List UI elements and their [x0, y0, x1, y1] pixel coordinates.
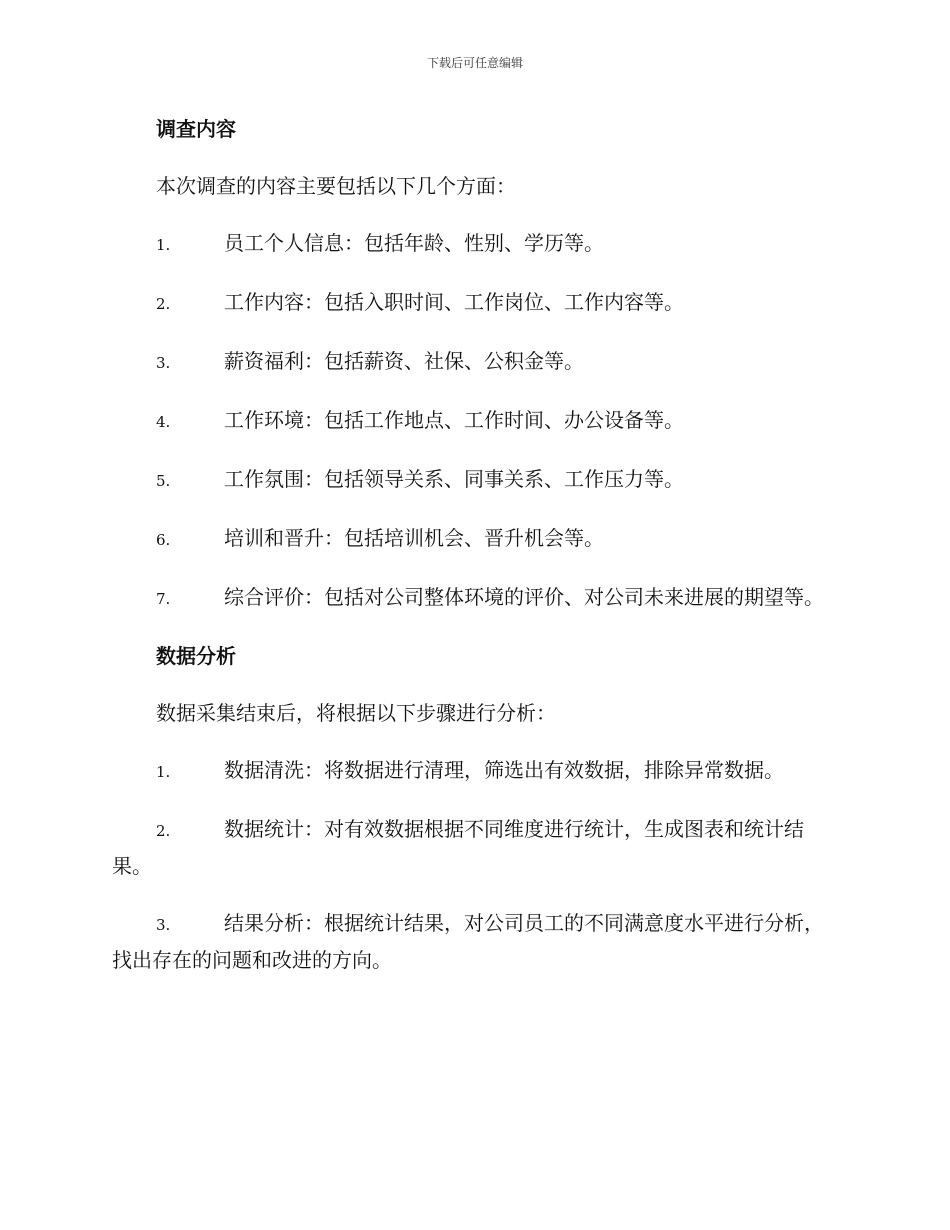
list-number: 2. [156, 295, 171, 313]
list-number: 3. [156, 354, 171, 372]
section-heading-survey: 调查内容 [156, 117, 236, 141]
survey-item-2 [112, 285, 834, 322]
list-number: 5. [156, 472, 171, 490]
list-number: 7. [156, 590, 171, 608]
analysis-intro: 数据采集结束后，将根据以下步骤进行分析： [156, 701, 556, 725]
list-item-text: 综合评价：包括对公司整体环境的评价、对公司未来进展的期望等。 [224, 585, 824, 609]
list-number: 1. [156, 236, 171, 254]
list-number: 4. [156, 413, 171, 431]
survey-item-7 [112, 580, 834, 617]
list-number: 1. [156, 763, 171, 781]
list-item-text: 工作氛围：包括领导关系、同事关系、工作压力等。 [224, 467, 684, 491]
list-item-text: 工作环境：包括工作地点、工作时间、办公设备等。 [224, 408, 684, 432]
list-item-text: 薪资福利：包括薪资、社保、公积金等。 [224, 349, 584, 373]
analysis-item-2 [112, 812, 834, 884]
list-item-text: 结果分析：根据统计结果，对公司员工的不同满意度水平进行分析，找出存在的问题和改进的方向。 [112, 911, 824, 972]
list-number: 2. [156, 822, 171, 840]
list-number: 6. [156, 531, 171, 549]
list-item-text: 培训和晋升：包括培训机会、晋升机会等。 [224, 526, 604, 550]
list-item-text: 工作内容：包括入职时间、工作岗位、工作内容等。 [224, 290, 684, 314]
survey-item-1 [112, 226, 834, 263]
survey-intro: 本次调查的内容主要包括以下几个方面： [156, 174, 516, 198]
section-heading-analysis: 数据分析 [156, 644, 236, 668]
analysis-item-1 [112, 753, 834, 790]
survey-item-3 [112, 344, 834, 381]
survey-item-5 [112, 462, 834, 499]
survey-item-4 [112, 403, 834, 440]
list-item-text: 员工个人信息：包括年龄、性别、学历等。 [224, 231, 604, 255]
list-number: 3. [156, 916, 171, 934]
list-item-text: 数据统计：对有效数据根据不同维度进行统计，生成图表和统计结果。 [112, 817, 804, 878]
analysis-item-3 [112, 906, 834, 978]
page-header: 下载后可任意编辑 [426, 56, 523, 70]
document-body [112, 112, 834, 1000]
survey-item-6 [112, 521, 834, 558]
list-item-text: 数据清洗：将数据进行清理，筛选出有效数据，排除异常数据。 [224, 758, 784, 782]
